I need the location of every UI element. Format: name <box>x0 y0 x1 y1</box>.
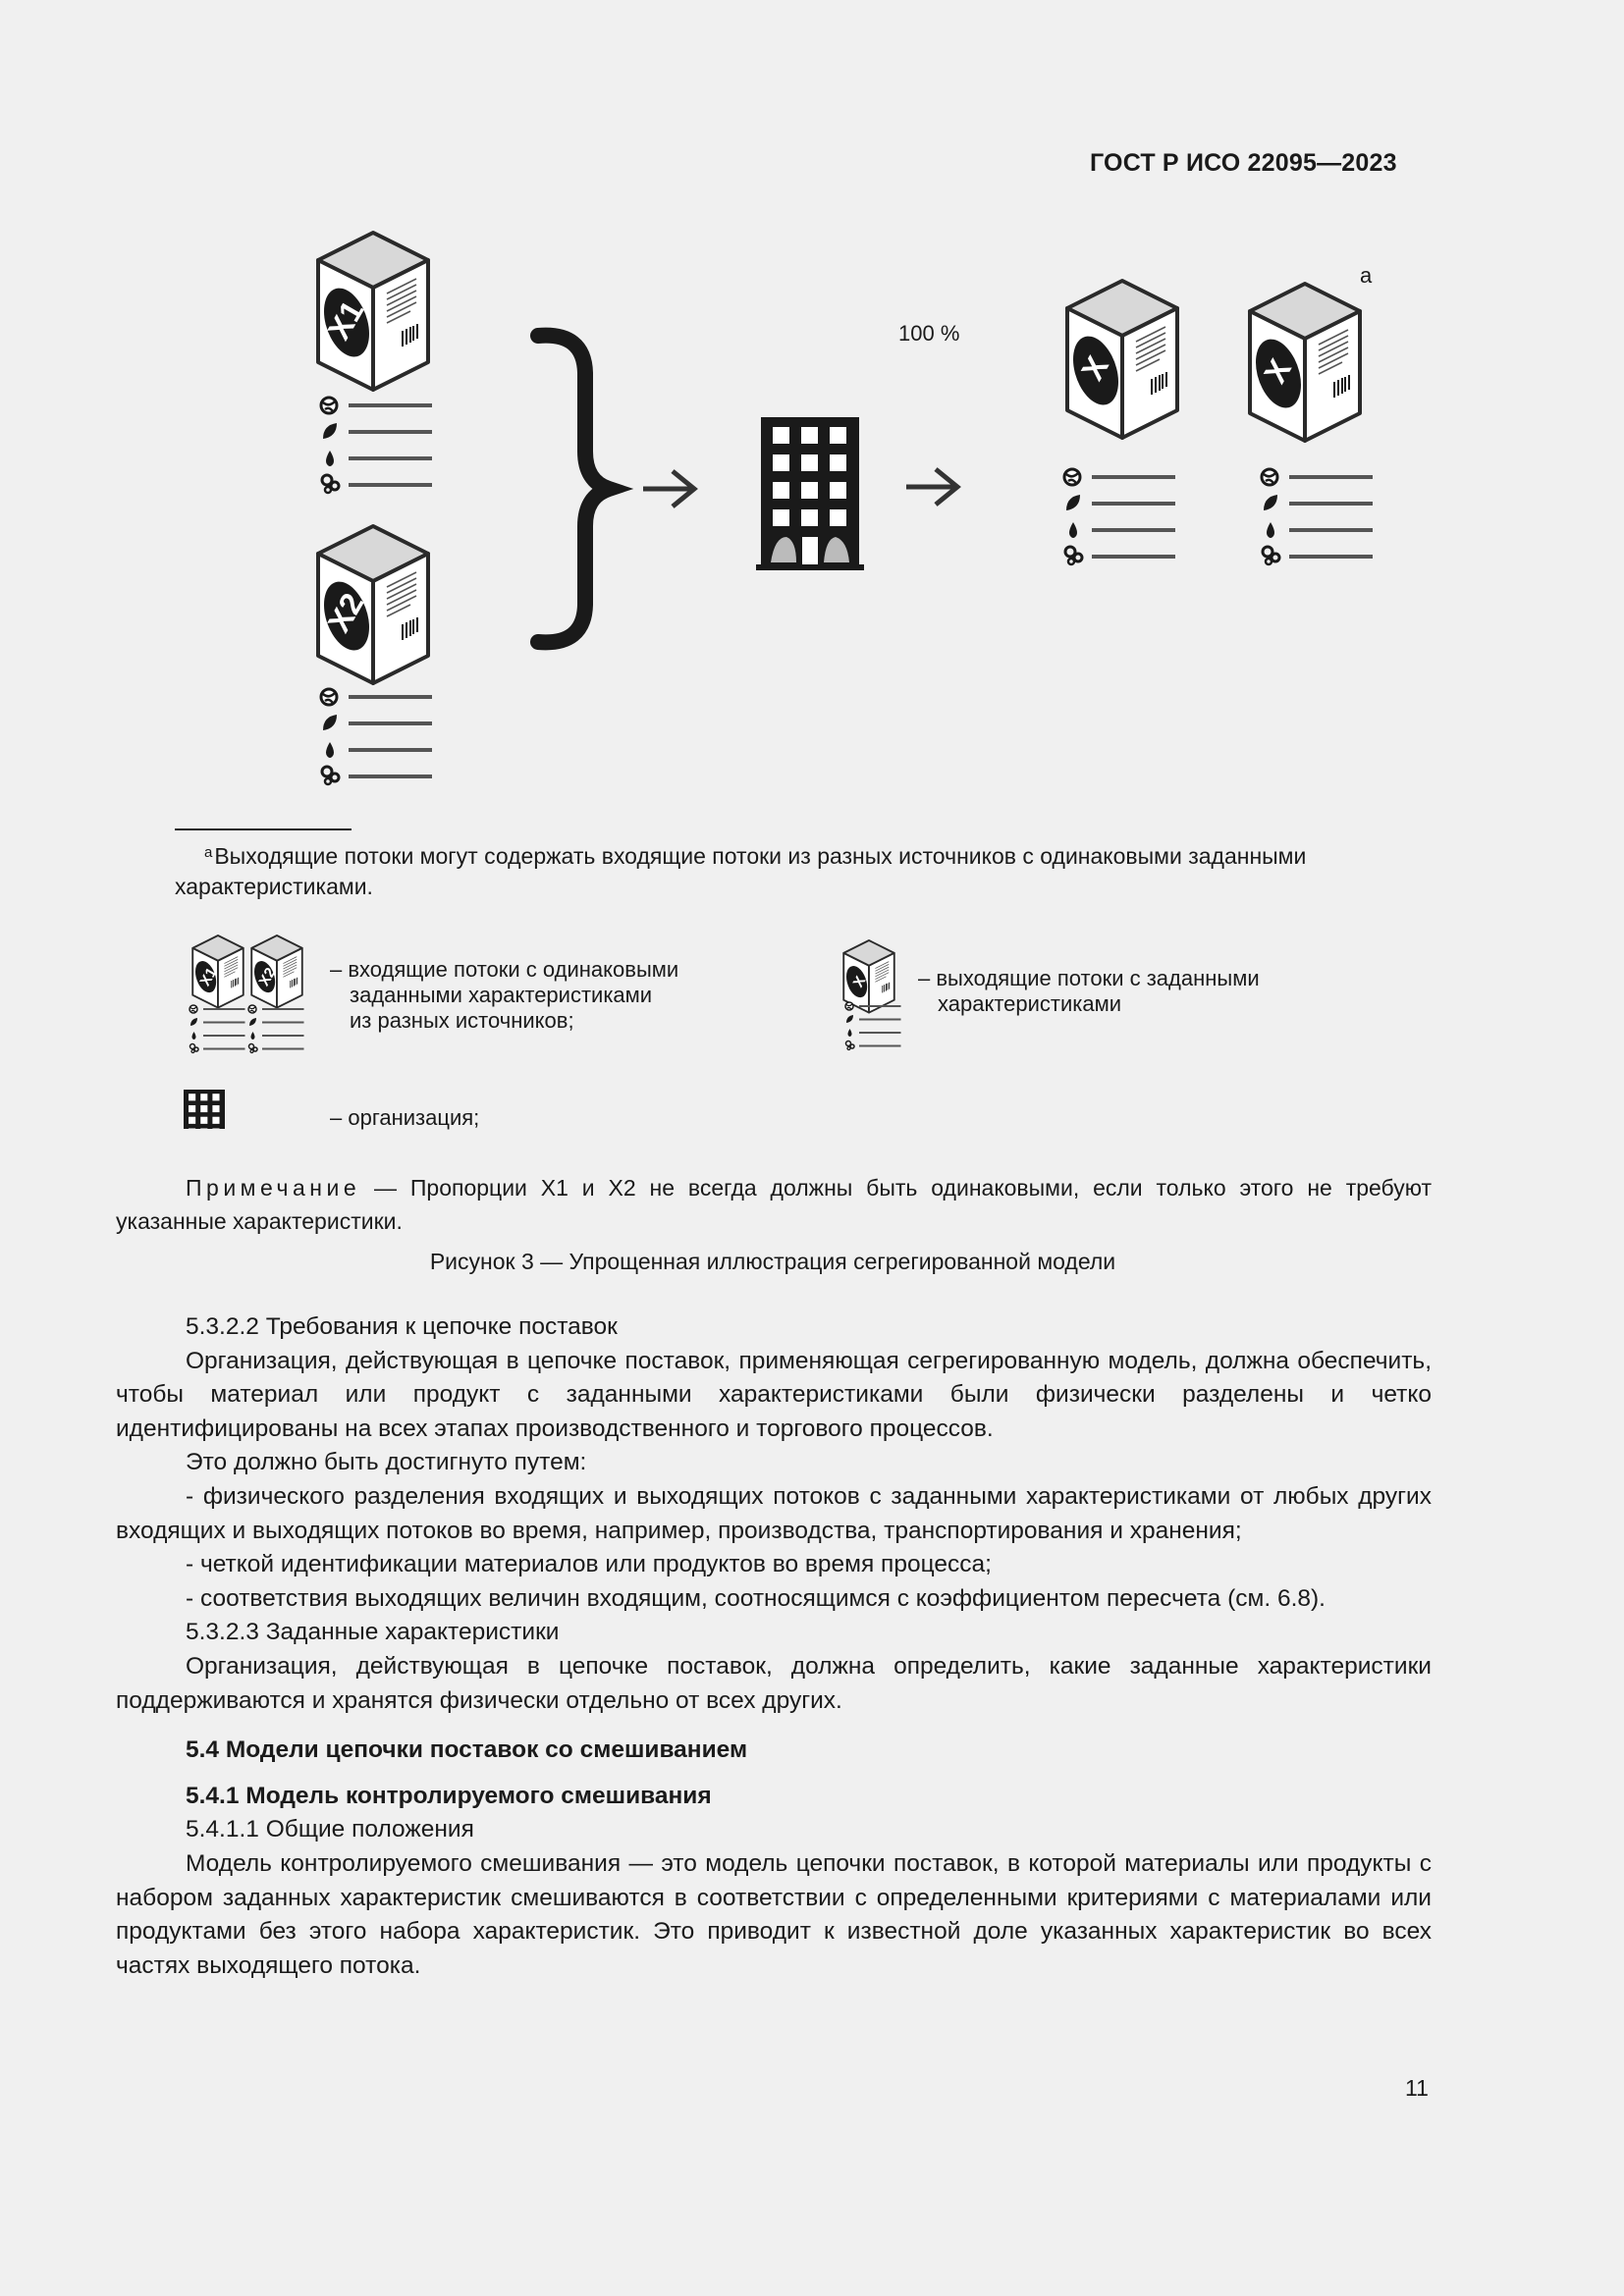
legend-output-icons <box>843 940 900 1050</box>
footnote-marker-a: a <box>1360 263 1373 288</box>
characteristics-list-x1 <box>321 398 432 493</box>
body-text <box>116 1310 1432 1983</box>
box-label-x-1: X <box>1074 349 1115 387</box>
footnote-marker: a <box>204 844 213 861</box>
list-item: - физического разделения входящих и выходящих потоков с заданными характеристиками от любых других входящих и выходящих потоков во время, например, производства, транспортирования и хранения; <box>116 1482 1432 1544</box>
legend-input-icons <box>189 935 304 1053</box>
figure-footnote <box>175 837 1392 902</box>
section-5-4-1-heading: 5.4.1 Модель контролируемого смешивания <box>186 1782 712 1809</box>
paragraph: Организация, действующая в цепочке поставок, применяющая сегрегированную модель, должна обеспечить, чтобы материал или продукт с заданными характеристиками были физически разделены и четко идентифицированы на всех этапах производственного и торгового процессов. <box>116 1347 1432 1442</box>
note-label: Примечание <box>186 1175 361 1201</box>
output-ratio: 100 % <box>898 321 960 346</box>
legend-inputs: – входящие потоки с одинаковыми заданными характеристиками из разных источников; <box>330 957 679 1033</box>
svg-text:X: X <box>849 973 870 990</box>
svg-text:X2: X2 <box>255 965 280 989</box>
section-5-4-heading: 5.4 Модели цепочки поставок со смешиванием <box>186 1736 748 1764</box>
page-number: 11 <box>1405 2075 1429 2101</box>
building-icon <box>756 417 864 570</box>
box-label-x-2: X <box>1257 352 1298 390</box>
characteristics-list-x2 <box>321 689 432 784</box>
brace-icon <box>538 336 609 643</box>
svg-text:X1: X1 <box>196 965 221 989</box>
characteristics-list-output-2 <box>1262 469 1373 564</box>
paragraph: Модель контролируемого смешивания — это модель цепочки поставок, в которой материалы или продукты с набором заданных характеристик смешиваются в соответствии с определенными критериями с материалами или продуктами без этого набора характеристик. Это приводит к известной доле указанных характеристик во всех частях выходящего потока. <box>116 1849 1432 1979</box>
section-5-3-2-2-title: 5.3.2.2 Требования к цепочке поставок <box>186 1313 618 1340</box>
characteristics-list-output-1 <box>1064 469 1175 564</box>
standard-header: ГОСТ Р ИСО 22095—2023 <box>1090 149 1397 177</box>
footnote-rule <box>175 828 352 830</box>
list-item: - четкой идентификации материалов или продуктов во время процесса; <box>186 1551 992 1578</box>
paragraph: Организация, действующая в цепочке поставок, должна определить, какие заданные характеристики поддерживаются и хранятся физически отдельно от всех других. <box>116 1652 1432 1714</box>
arrow-right-icon <box>643 471 694 507</box>
figure-note <box>116 1171 1432 1238</box>
paragraph: Это должно быть достигнуто путем: <box>186 1449 587 1476</box>
segregated-model-figure <box>0 0 1624 1129</box>
box-label-x2: X2 <box>320 587 371 638</box>
legend-organization: – организация; <box>330 1105 480 1130</box>
section-5-3-2-3-title: 5.3.2.3 Заданные характеристики <box>186 1619 560 1646</box>
arrow-right-icon <box>906 469 957 505</box>
legend-outputs: – выходящие потоки с заданными характеристиками <box>918 966 1260 1016</box>
note-text: — Пропорции X1 и X2 не всегда должны быть одинаковыми, если только этого не требуют указанные характеристики. <box>116 1175 1432 1234</box>
footnote-text: Выходящие потоки могут содержать входящие потоки из разных источников с одинаковыми заданными характеристиками. <box>175 843 1307 899</box>
figure-caption: Рисунок 3 — Упрощенная иллюстрация сегрегированной модели <box>429 1249 1116 1274</box>
list-item: - соответствия выходящих величин входящим, соотносящимся с коэффициентом пересчета (см. 6.8). <box>186 1584 1326 1612</box>
section-5-4-1-1-title: 5.4.1.1 Общие положения <box>186 1816 474 1843</box>
box-label-x1: X1 <box>320 294 371 346</box>
legend-building-icon <box>182 1090 227 1129</box>
